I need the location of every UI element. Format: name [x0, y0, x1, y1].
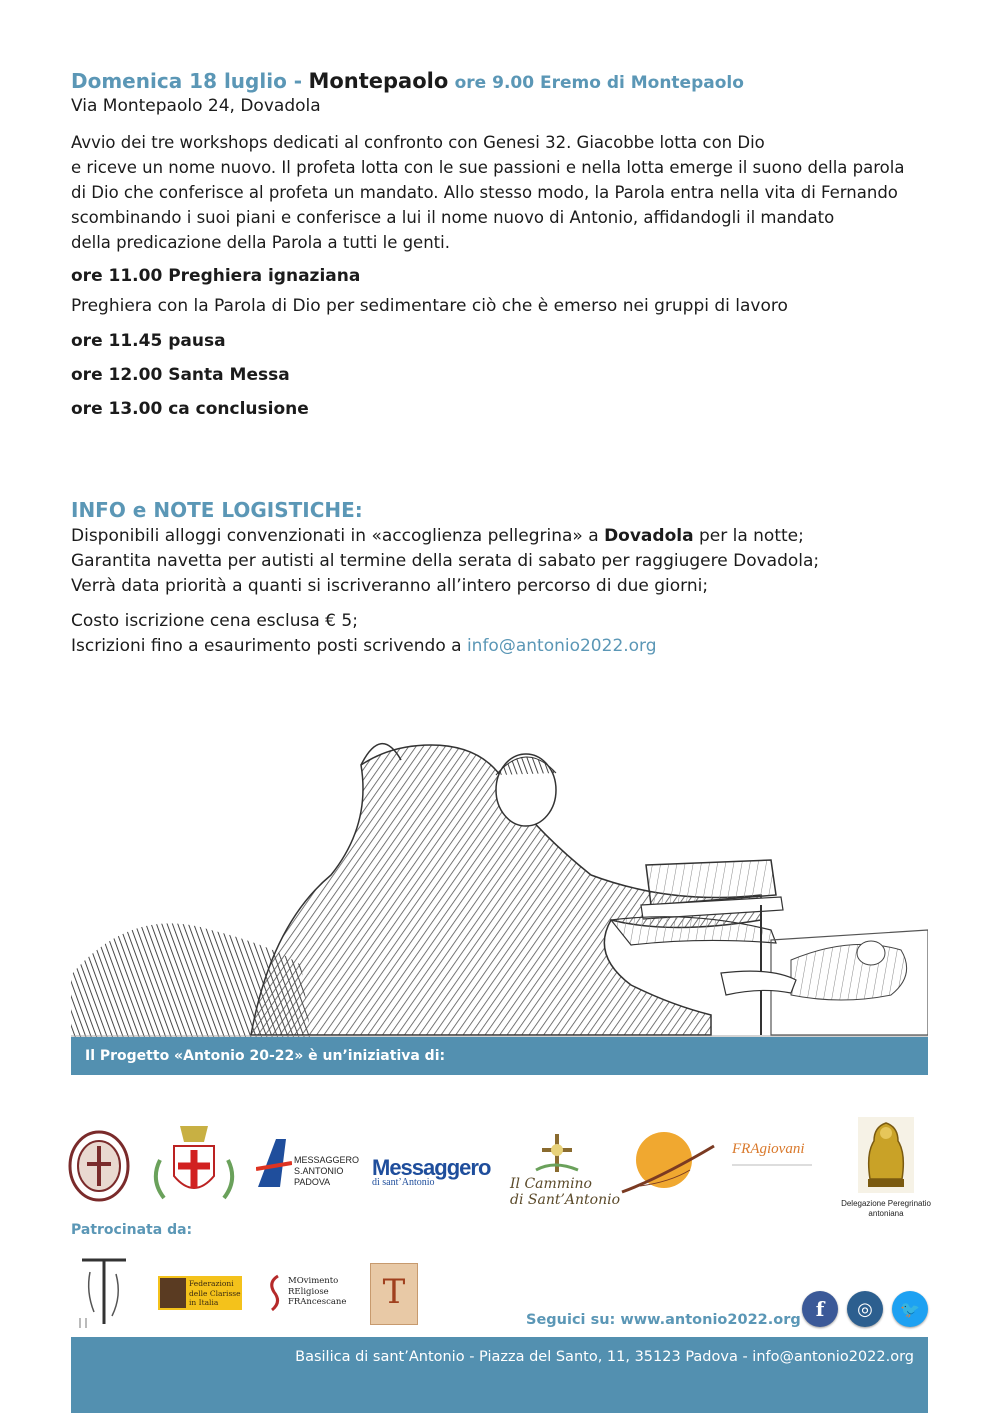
- footer-band: [71, 1337, 928, 1413]
- day-heading: [71, 67, 744, 97]
- patrons-label: Patrocinata da:: [71, 1222, 193, 1238]
- footer-address: Basilica di sant’Antonio - Piazza del Santo, 11, 35123 Padova - info@antonio2022.org: [295, 1349, 914, 1365]
- intro-line: Avvio dei tre workshops dedicati al confronto con Genesi 32. Giacobbe lotta con Dio: [71, 133, 765, 152]
- project-band-text: Il Progetto «Antonio 20-22» è un’iniziativa di:: [85, 1048, 446, 1064]
- more-line-3: FRAncescane: [288, 1297, 347, 1307]
- more-line-2: REligiose: [288, 1286, 329, 1297]
- twitter-icon[interactable]: 🐦: [892, 1291, 928, 1327]
- fragiovani-wordmark: FRAgiovani: [732, 1141, 805, 1157]
- clarisse-portrait-icon: [160, 1278, 186, 1308]
- schedule-prayer-desc: Preghiera con la Parola di Dio per sedimentare ciò che è emerso nei gruppi di lavoro: [71, 296, 788, 316]
- messaggero-line-2: S.ANTONIO: [294, 1166, 344, 1176]
- intro-line: di Dio che conferisce al profeta un mandato. Allo stesso modo, la Parola entra nella vita di Fernando: [71, 183, 898, 202]
- messaggero-sant-antonio-padova-logo: [256, 1137, 360, 1189]
- info-email-link[interactable]: info@antonio2022.org: [466, 636, 657, 656]
- info-dovadola: Dovadola: [604, 526, 694, 546]
- more-swirl-icon: [266, 1272, 288, 1312]
- info-signup: [71, 634, 657, 659]
- project-band: [71, 1037, 928, 1075]
- day-place: Montepaolo: [308, 69, 449, 93]
- basilica-coat-of-arms-logo: [150, 1120, 238, 1206]
- schedule-pause: ore 11.45 pausa: [71, 331, 226, 351]
- clarisse-line-1: Federazioni: [189, 1279, 234, 1288]
- cammino-line-1: Il Cammino: [510, 1176, 592, 1192]
- info-line-1-end: per la notte;: [693, 526, 804, 546]
- tau-letter: T: [382, 1272, 406, 1312]
- intro-line: e riceve un nome nuovo. Il profeta lotta con le sue passioni e nella lotta emerge il suono della parola: [71, 158, 905, 177]
- clarisse-line-2: delle Clarisse: [189, 1288, 241, 1298]
- messaggero-subtitle: di sant’Antonio: [372, 1177, 435, 1188]
- info-line-1: [71, 524, 804, 549]
- cammino-sant-antonio-logo: [508, 1130, 621, 1210]
- saint-anthony-illustration: [71, 705, 928, 1037]
- intro-paragraph: [71, 130, 904, 255]
- info-line-1-text: Disponibili alloggi convenzionati in «accoglienza pellegrina» a: [71, 526, 605, 546]
- info-cost: Costo iscrizione cena esclusa € 5;: [71, 611, 358, 631]
- more-francescane-logo: [266, 1272, 346, 1316]
- provincia-seal-logo: [68, 1130, 130, 1202]
- cammino-line-2: di Sant’Antonio: [510, 1192, 621, 1208]
- info-line-3: Verrà data priorità a quanti si iscriveranno all’intero percorso di due giorni;: [71, 576, 709, 596]
- messaggero-line-3: PADOVA: [294, 1177, 331, 1187]
- day-time-place: ore 9.00 Eremo di Montepaolo: [454, 73, 744, 93]
- schedule-prayer-title: ore 11.00 Preghiera ignaziana: [71, 266, 361, 286]
- day-address: Via Montepaolo 24, Dovadola: [71, 96, 321, 116]
- federazioni-clarisse-logo: [158, 1276, 242, 1310]
- messaggero-a-icon: [256, 1137, 292, 1189]
- delegazione-line-2: antoniana: [868, 1209, 904, 1218]
- intro-line: scombinando i suoi piani e conferisce a lui il nome nuovo di Antonio, affidandogli il mandato: [71, 208, 835, 227]
- tau-parchment-logo: [370, 1263, 418, 1325]
- info-line-2: Garantita navetta per autisti al termine della serata di sabato per raggiugere Dovadola;: [71, 551, 820, 571]
- schedule-end: ore 13.00 ca conclusione: [71, 399, 309, 419]
- fragiovani-logo: [732, 1141, 836, 1171]
- day-date: Domenica 18 luglio -: [71, 69, 303, 93]
- delegazione-peregrinatio-logo: [836, 1117, 936, 1227]
- info-signup-text: Iscrizioni fino a esaurimento posti scrivendo a: [71, 636, 467, 656]
- messaggero-di-sant-antonio-logo: [372, 1155, 492, 1195]
- schedule-mass: ore 12.00 Santa Messa: [71, 365, 290, 385]
- messaggero-line-1: MESSAGGERO: [294, 1155, 360, 1165]
- info-heading: INFO e NOTE LOGISTICHE:: [71, 498, 363, 522]
- cammino-lily-icon: [534, 1130, 580, 1174]
- delegazione-line-1: Delegazione Peregrinatio: [841, 1199, 931, 1208]
- intro-line: della predicazione della Parola a tutti le genti.: [71, 233, 450, 252]
- clarisse-line-3: in Italia: [189, 1298, 219, 1307]
- messaggero-wordmark: Messaggero: [372, 1155, 491, 1180]
- sunrise-path-logo: [620, 1130, 716, 1198]
- tau-pilgrim-logo: [76, 1252, 132, 1328]
- follow-us-text[interactable]: Seguici su: www.antonio2022.org: [526, 1312, 801, 1328]
- golden-statue-icon: [858, 1117, 914, 1193]
- more-line-1: MOvimento: [288, 1276, 339, 1286]
- facebook-icon[interactable]: f: [802, 1291, 838, 1327]
- instagram-icon[interactable]: ◎: [847, 1291, 883, 1327]
